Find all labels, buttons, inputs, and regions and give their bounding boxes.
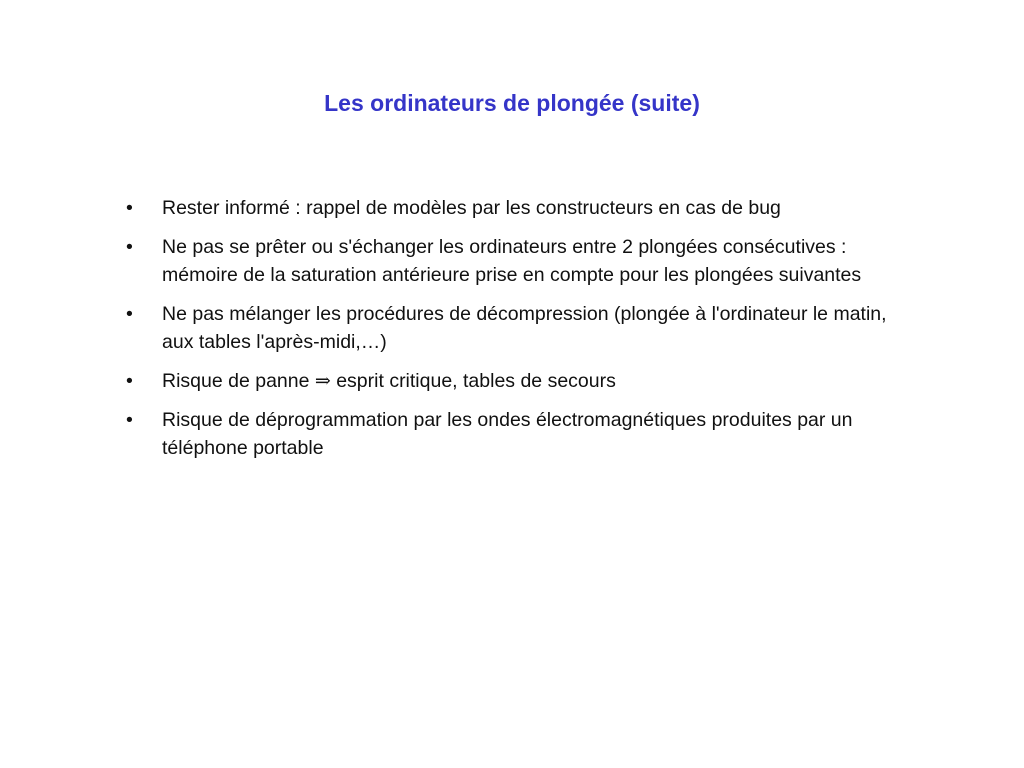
bullet-marker: • [126,197,133,219]
bullet-text [162,367,916,395]
bullet-list [126,194,916,473]
bullet-text-before: Risque de panne [162,370,315,392]
bullet-text: Risque de déprogrammation par les ondes électromagnétiques produites par un téléphone portable [162,409,853,459]
bullet-marker: • [126,370,133,392]
bullet-marker: • [126,409,133,431]
bullet-marker: • [126,303,133,325]
bullet-item [126,367,916,395]
slide-title: Les ordinateurs de plongée (suite) [324,90,700,116]
bullet-text: Rester informé : rappel de modèles par les constructeurs en cas de bug [162,197,781,219]
bullet-item [126,300,916,356]
bullet-text: Ne pas se prêter ou s'échanger les ordinateurs entre 2 plongées consécutives : mémoire de la saturation antérieure prise en compte pour les plongées suivantes [162,236,862,286]
bullet-item [126,406,916,462]
implies-arrow-icon: ⇒ [314,370,331,392]
bullet-text-after: esprit critique, tables de secours [330,370,616,392]
bullet-item [126,233,916,289]
bullet-text: Ne pas mélanger les procédures de décompression (plongée à l'ordinateur le matin, aux tables l'après-midi,…) [162,303,887,353]
bullet-marker: • [126,236,133,258]
bullet-item [126,194,916,222]
